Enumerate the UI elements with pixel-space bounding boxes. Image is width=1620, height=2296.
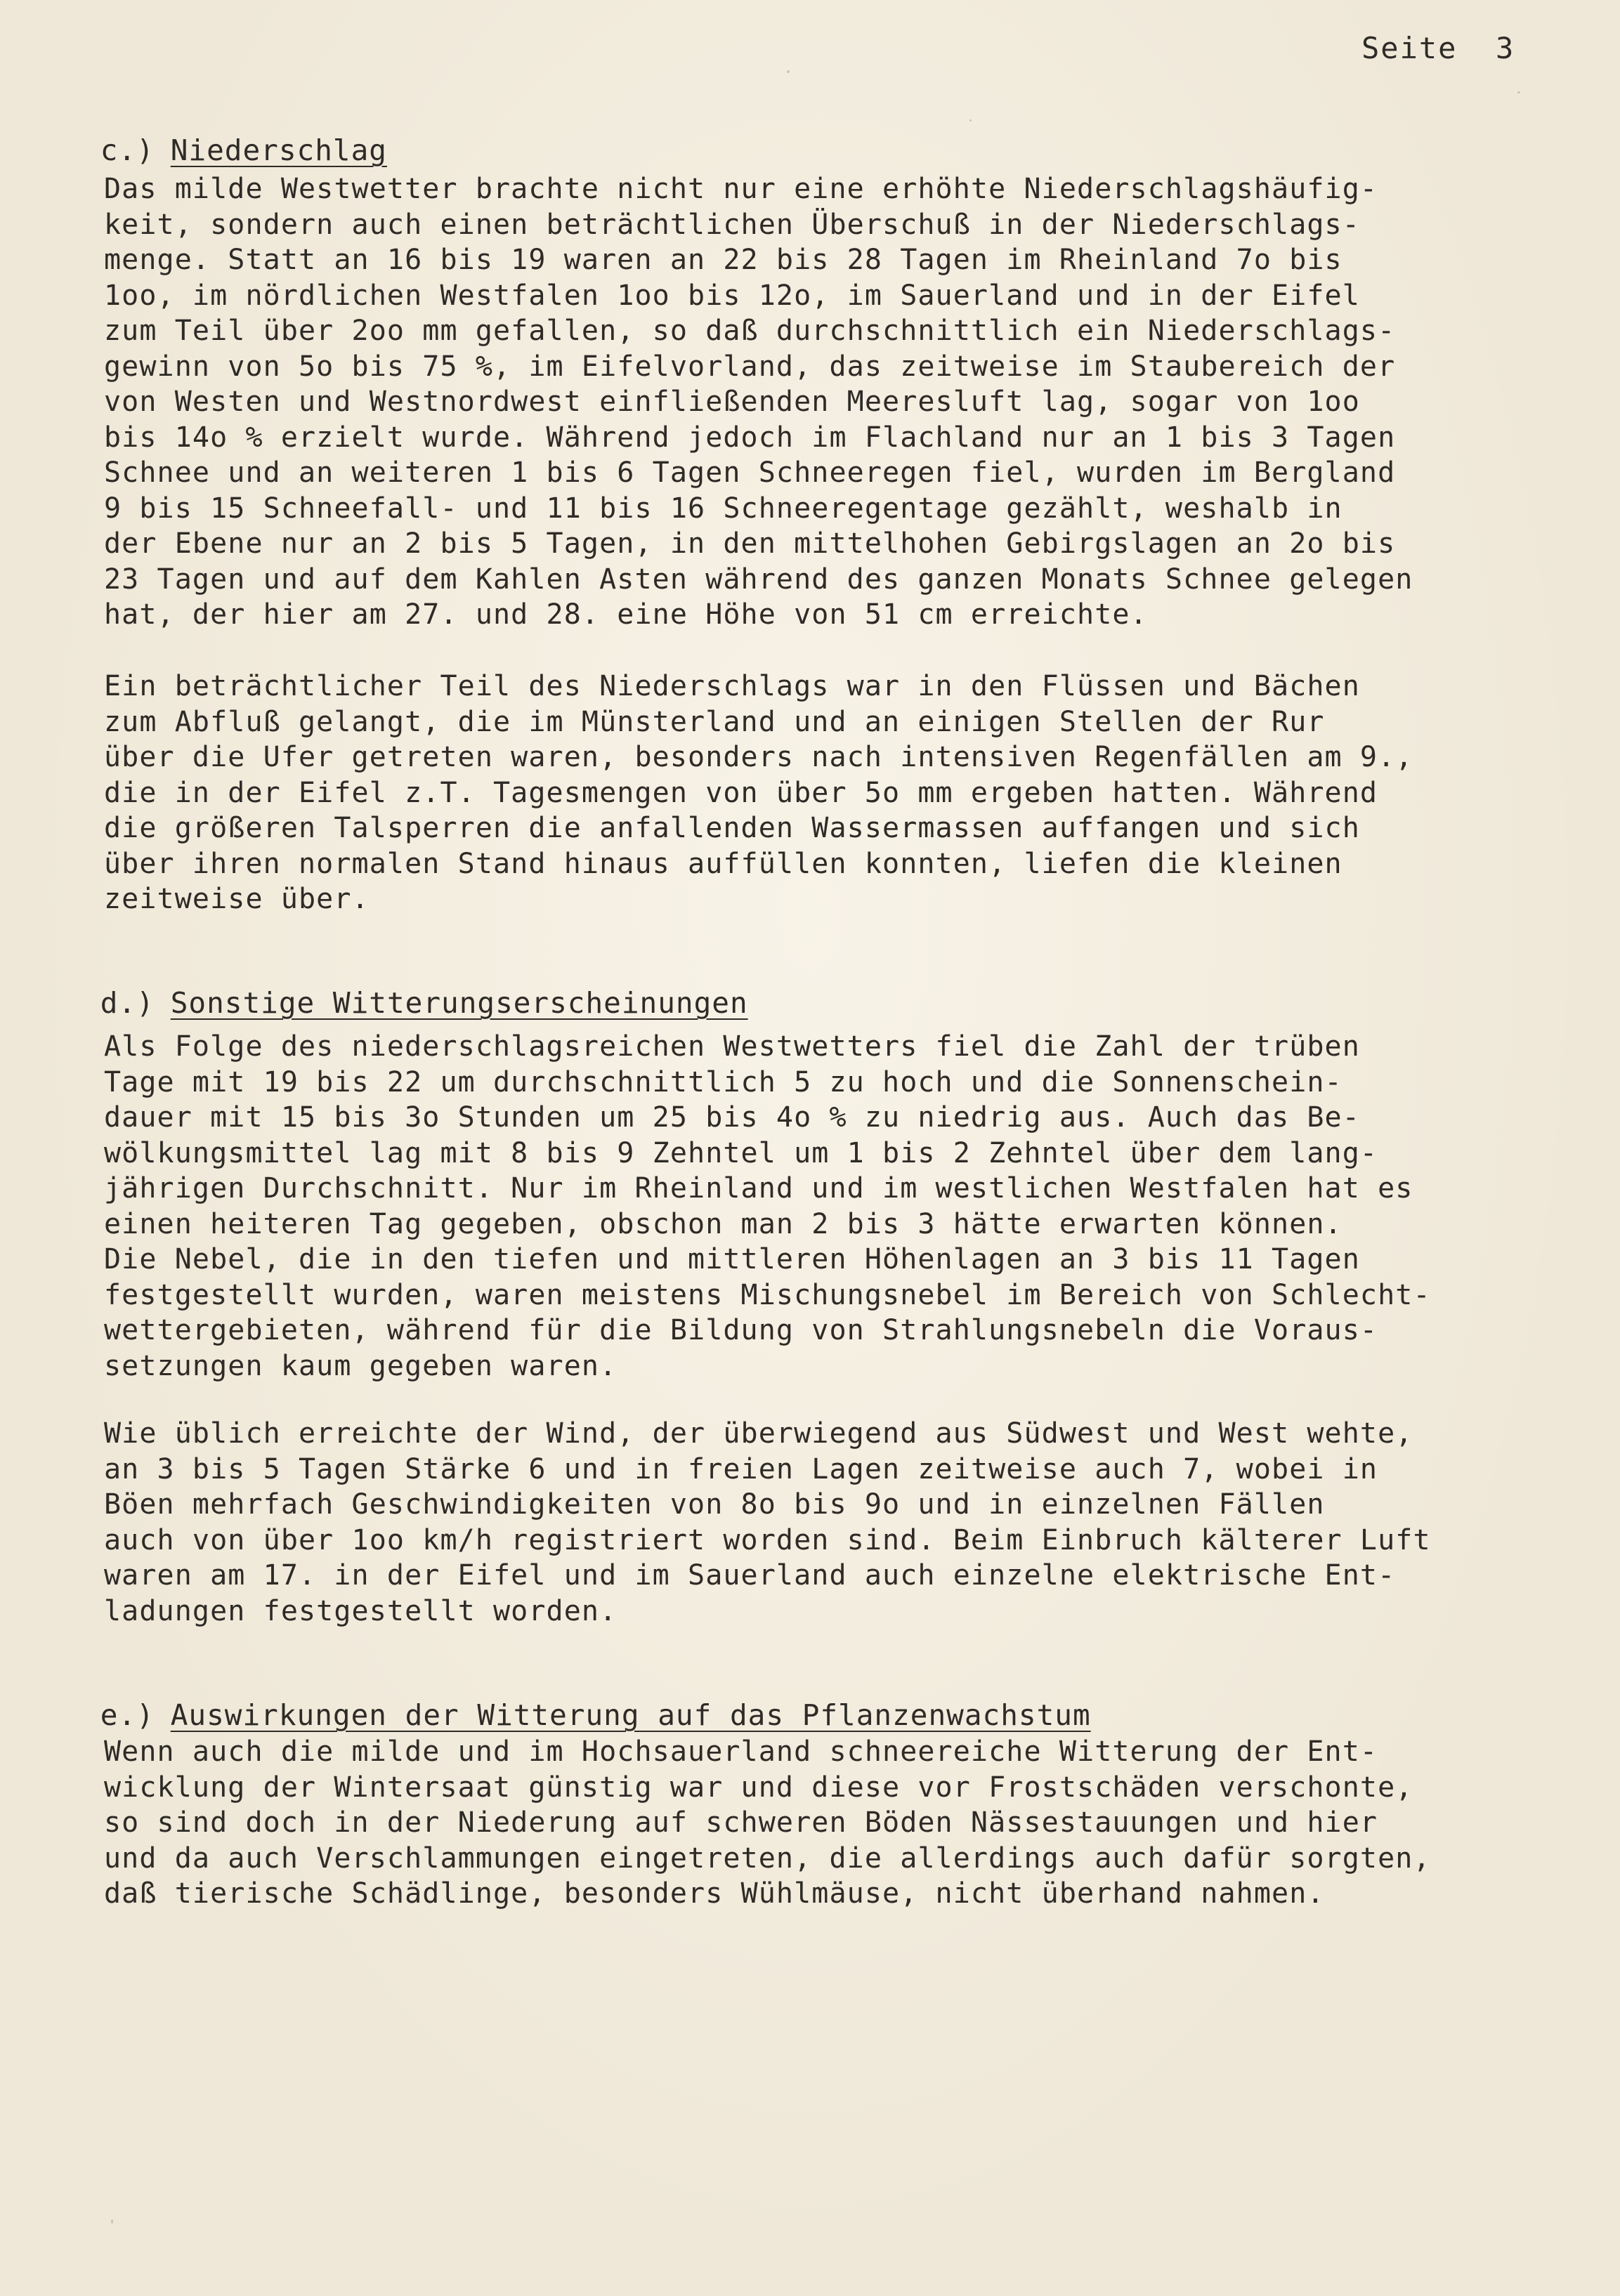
text-line: an 3 bis 5 Tagen Stärke 6 und in freien Lagen zeitweise auch 7, wobei in [104, 1452, 1378, 1485]
text-line: 1oo, im nördlichen Westfalen 1oo bis 12o, im Sauerland und in der Eifel [104, 279, 1360, 312]
text-line: Schnee und an weiteren 1 bis 6 Tagen Schneeregen fiel, wurden im Bergland [104, 457, 1396, 489]
text-line: daß tierische Schädlinge, besonders Wühlmäuse, nicht überhand nahmen. [104, 1877, 1325, 1910]
section-letter: c.) [100, 133, 155, 167]
paragraph [104, 171, 1413, 633]
text-line: von Westen und Westnordwest einfließenden Meeresluft lag, sogar von 1oo [104, 386, 1360, 418]
text-line: wicklung der Wintersaat günstig war und diese vor Frostschäden verschonte, [104, 1771, 1413, 1804]
section-title: Niederschlag [170, 133, 387, 167]
paragraph [104, 1416, 1431, 1629]
text-line: wölkungsmittel lag mit 8 bis 9 Zehntel um 1 bis 2 Zehntel über dem lang- [104, 1136, 1378, 1169]
text-line: Böen mehrfach Geschwindigkeiten von 8o bis 9o und in einzelnen Fällen [104, 1488, 1325, 1521]
paragraph [104, 1734, 1431, 1912]
text-line: festgestellt wurden, waren meistens Mischungsnebel im Bereich von Schlecht- [104, 1278, 1431, 1311]
paragraph [104, 669, 1413, 917]
paper-speck [787, 70, 790, 73]
text-line: zum Abfluß gelangt, die im Münsterland und an einigen Stellen der Rur [104, 705, 1325, 738]
text-line: zeitweise über. [104, 883, 370, 915]
text-line: und da auch Verschlammungen eingetreten, die allerdings auch dafür sorgten, [104, 1842, 1431, 1875]
text-line: Wie üblich erreichte der Wind, der überwiegend aus Südwest und West wehte, [104, 1417, 1413, 1450]
text-line: hat, der hier am 27. und 28. eine Höhe von 51 cm erreichte. [104, 598, 1148, 631]
page-number [1361, 31, 1515, 65]
paper-speck [969, 119, 972, 122]
text-line: über die Ufer getreten waren, besonders nach intensiven Regenfällen am 9., [104, 741, 1413, 773]
text-line: 23 Tagen und auf dem Kahlen Asten während des ganzen Monats Schnee gelegen [104, 563, 1413, 596]
section-letter: e.) [100, 1698, 155, 1732]
text-line: bis 14o % erzielt wurde. Während jedoch im Flachland nur an 1 bis 3 Tagen [104, 421, 1396, 454]
page-label: Seite [1361, 31, 1458, 65]
text-line: Das milde Westwetter brachte nicht nur eine erhöhte Niederschlagshäufig- [104, 173, 1378, 205]
section-title: Auswirkungen der Witterung auf das Pflanzenwachstum [170, 1698, 1091, 1732]
section-title: Sonstige Witterungserscheinungen [170, 986, 748, 1020]
page-number-value: 3 [1496, 31, 1515, 65]
text-line: setzungen kaum gegeben waren. [104, 1349, 618, 1382]
text-line: ladungen festgestellt worden. [104, 1594, 618, 1627]
text-line: jährigen Durchschnitt. Nur im Rheinland und im westlichen Westfalen hat es [104, 1172, 1413, 1205]
text-line: Tage mit 19 bis 22 um durchschnittlich 5 zu hoch und die Sonnenschein- [104, 1065, 1343, 1098]
paper-speck [1517, 91, 1520, 93]
text-line: einen heiteren Tag gegeben, obschon man 2 bis 3 hätte erwarten können. [104, 1207, 1343, 1240]
text-line: waren am 17. in der Eifel und im Sauerland auch einzelne elektrische Ent- [104, 1559, 1396, 1592]
text-line: der Ebene nur an 2 bis 5 Tagen, in den mittelhohen Gebirgslagen an 2o bis [104, 527, 1396, 560]
text-line: wettergebieten, während für die Bildung von Strahlungsnebeln die Voraus- [104, 1314, 1378, 1346]
text-line: über ihren normalen Stand hinaus auffüllen konnten, liefen die kleinen [104, 847, 1343, 880]
text-line: Als Folge des niederschlagsreichen Westwetters fiel die Zahl der trüben [104, 1030, 1360, 1063]
text-line: Ein beträchtlicher Teil des Niederschlags war in den Flüssen und Bächen [104, 670, 1360, 702]
text-line: so sind doch in der Niederung auf schweren Böden Nässestauungen und hier [104, 1806, 1378, 1839]
text-line: Die Nebel, die in den tiefen und mittleren Höhenlagen an 3 bis 11 Tagen [104, 1243, 1360, 1275]
text-line: gewinn von 5o bis 75 %, im Eifelvorland, das zeitweise im Staubereich der [104, 350, 1396, 383]
paper-speck [111, 2219, 113, 2224]
text-line: auch von über 1oo km/h registriert worden sind. Beim Einbruch kälterer Luft [104, 1523, 1431, 1556]
text-line: zum Teil über 2oo mm gefallen, so daß durchschnittlich ein Niederschlags- [104, 315, 1396, 347]
text-line: die in der Eifel z.T. Tagesmengen von über 5o mm ergeben hatten. Während [104, 776, 1378, 809]
text-line: menge. Statt an 16 bis 19 waren an 22 bis 28 Tagen im Rheinland 7o bis [104, 244, 1343, 276]
text-line: Wenn auch die milde und im Hochsauerland schneereiche Witterung der Ent- [104, 1736, 1378, 1768]
text-line: dauer mit 15 bis 3o Stunden um 25 bis 4o % zu niedrig aus. Auch das Be- [104, 1101, 1360, 1134]
text-line: 9 bis 15 Schneefall- und 11 bis 16 Schneeregentage gezählt, weshalb in [104, 492, 1343, 525]
paragraph [104, 1029, 1431, 1384]
section-letter: d.) [100, 986, 155, 1020]
text-line: keit, sondern auch einen beträchtlichen Überschuß in der Niederschlags- [104, 208, 1360, 241]
text-line: die größeren Talsperren die anfallenden Wassermassen auffangen und sich [104, 812, 1360, 844]
